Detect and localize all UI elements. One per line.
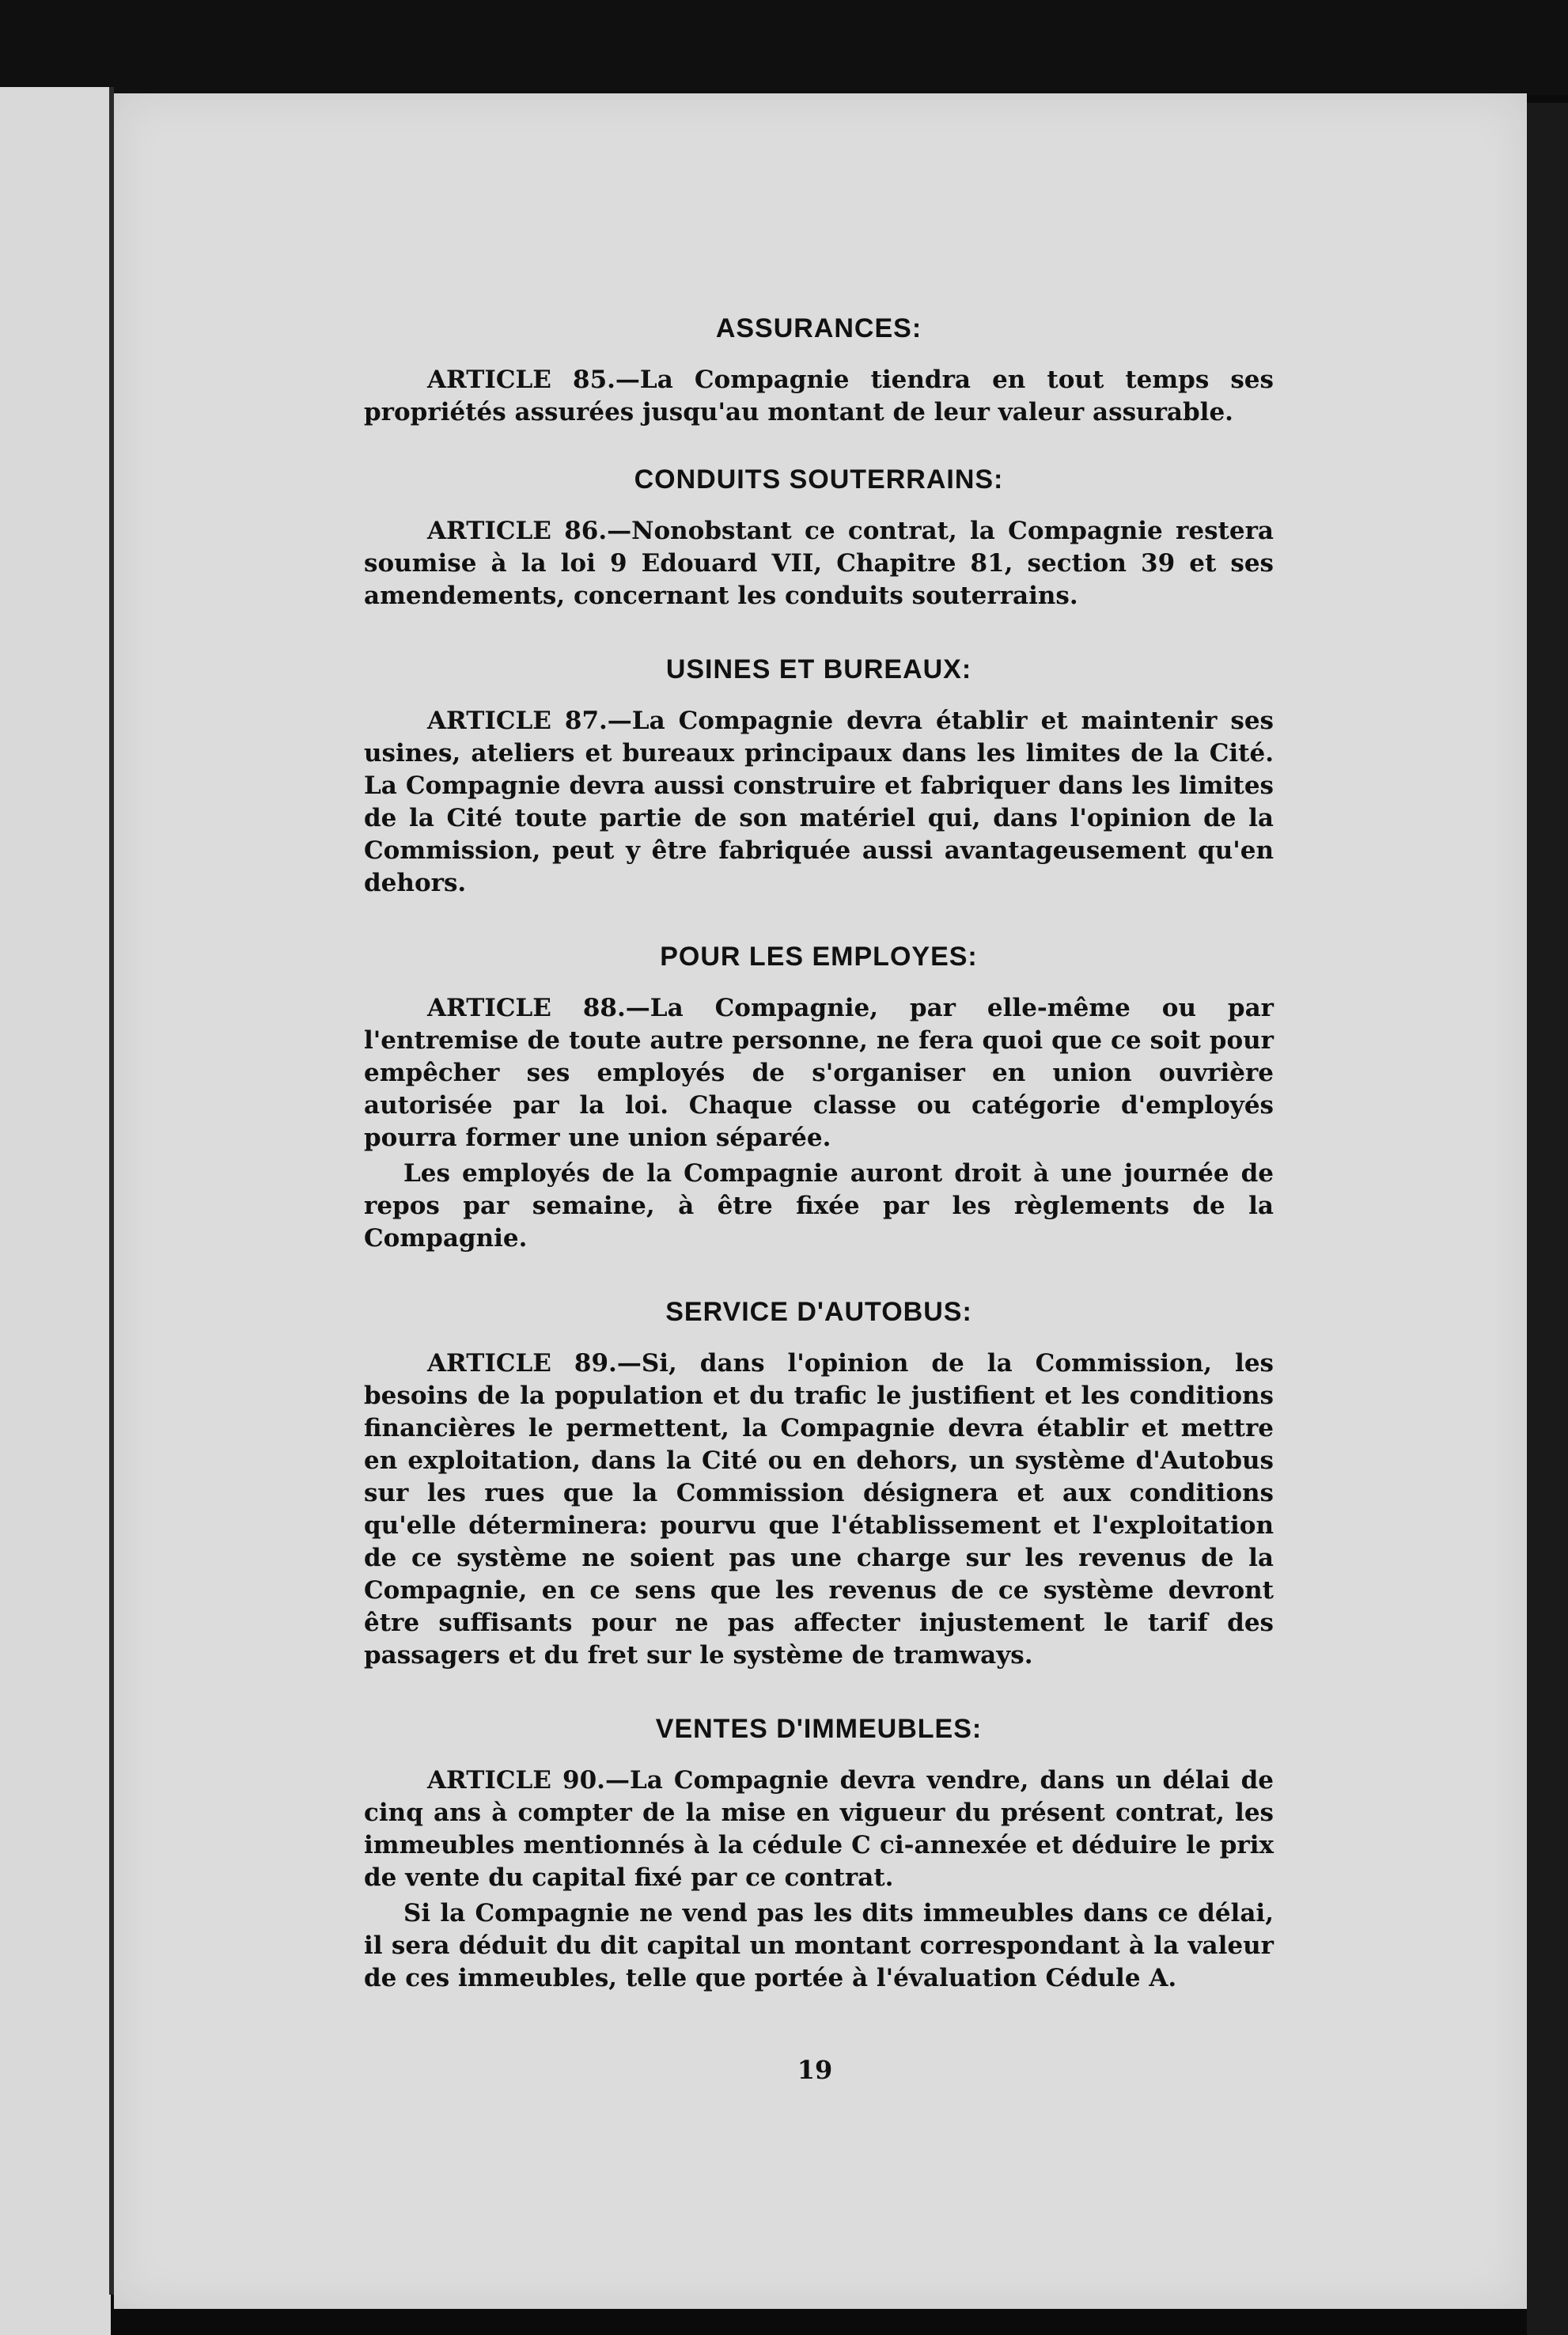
scan-frame-right bbox=[1527, 103, 1568, 2335]
article-88-continuation: Les employés de la Compagnie auront droit à une journée de repos par semaine, à être fixée par les règlements de la Compagnie. bbox=[364, 1159, 1274, 1253]
article-86: ARTICLE 86.—Nonobstant ce contrat, la Compagnie restera soumise à la loi 9 Edouard VII, Chapitre 81, section 39 et ses amendements, concernant les conduits souterrains. bbox=[364, 517, 1274, 610]
section-pour-les-employes bbox=[364, 941, 1274, 1255]
article-85: ARTICLE 85.—La Compagnie tiendra en tout temps ses propriétés assurées jusqu'au montant de leur valeur assurable. bbox=[364, 366, 1274, 426]
article-89: ARTICLE 89.—Si, dans l'opinion de la Commission, les besoins de la population et du trafic le justifient et les conditions financières le permettent, la Compagnie devra établir et mettre en exploitation, dans la Cité ou en dehors, un système d'Autobus sur les rues que la Commission désignera et aux conditions qu'elle déterminera: pourvu que l'établissement et l'exploitation de ce système ne soient pas une charge sur les revenus de la Compagnie, en ce sens que les revenus de ce système devront être suffisants pour ne pas affecter injustement le tarif des passagers et du fret sur le système de tramways. bbox=[364, 1349, 1274, 1670]
article-90-continuation: Si la Compagnie ne vend pas les dits immeubles dans ce délai, il sera déduit du dit capital un montant correspondant à la valeur de ces immeubles, telle que portée à l'évaluation Cédule A. bbox=[364, 1899, 1274, 1992]
section-conduits-souterrains bbox=[364, 464, 1274, 612]
article-90: ARTICLE 90.—La Compagnie devra vendre, dans un délai de cinq ans à compter de la mise en vigueur du présent contrat, les immeubles mentionnés à la cédule C ci-annexée et déduire le prix de vente du capital fixé par ce contrat. bbox=[364, 1766, 1274, 1892]
section-service-autobus bbox=[364, 1296, 1274, 1672]
page-content bbox=[364, 313, 1274, 2036]
section-usines-et-bureaux bbox=[364, 654, 1274, 900]
section-heading: VENTES D'IMMEUBLES: bbox=[655, 1714, 983, 1744]
section-heading: SERVICE D'AUTOBUS: bbox=[665, 1297, 972, 1327]
section-heading: USINES ET BUREAUX: bbox=[665, 654, 972, 684]
article-88: ARTICLE 88.—La Compagnie, par elle-même ou par l'entremise de toute autre personne, ne fera quoi que ce soit pour empêcher ses employés de s'organiser en union ouvrière autorisée par la loi. Chaque classe ou catégorie d'employés pourra former une union séparée. bbox=[364, 994, 1274, 1152]
facing-page-edge bbox=[0, 87, 111, 2335]
article-87: ARTICLE 87.—La Compagnie devra établir et maintenir ses usines, ateliers et bureaux principaux dans les limites de la Cité. La Compagnie devra aussi construire et fabriquer dans les limites de la Cité toute partie de son matériel qui, dans l'opinion de la Commission, peut y être fabriquée aussi avantageusement qu'en dehors. bbox=[364, 707, 1274, 897]
section-heading: CONDUITS SOUTERRAINS: bbox=[634, 464, 1004, 495]
scan-frame-top bbox=[0, 0, 1568, 95]
section-heading: POUR LES EMPLOYES: bbox=[660, 942, 978, 972]
section-assurances bbox=[364, 313, 1274, 429]
section-ventes-immeubles bbox=[364, 1713, 1274, 1995]
page-number: 19 bbox=[797, 2055, 833, 2085]
section-heading: ASSURANCES: bbox=[715, 313, 922, 343]
